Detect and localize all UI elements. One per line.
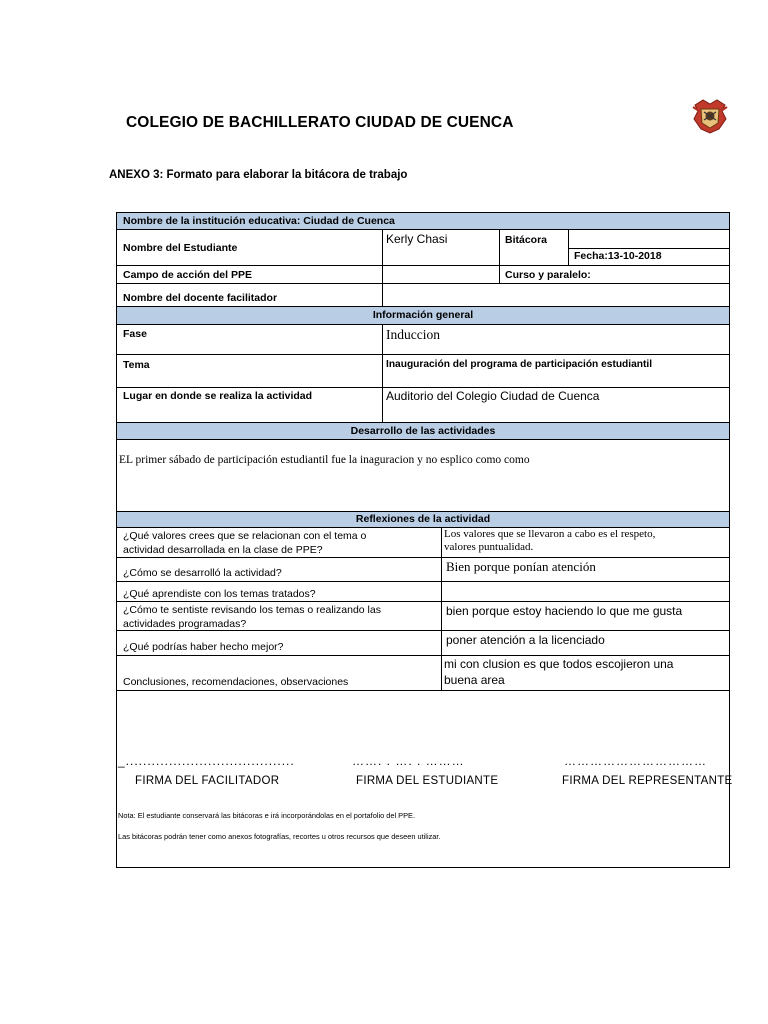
question-4-line-2: actividades programadas? [123, 618, 247, 630]
campo-value[interactable] [386, 268, 496, 282]
note-1: Nota: El estudiante conservará las bitácoras e irá incorporándolas en el portafolio del PPE. [118, 811, 416, 820]
fase-label: Fase [123, 328, 147, 340]
desarrollo-text[interactable]: EL primer sábado de participación estudiantil fue la inaguracion y no esplico como como [119, 454, 530, 466]
answer-1-line-1: Los valores que se llevaron a cabo es el respeto, [444, 528, 656, 540]
question-1 [117, 530, 366, 556]
bitacora-value[interactable] [572, 232, 728, 247]
question-4-line-1: ¿Cómo te sentiste revisando los temas o realizando las [123, 604, 381, 616]
answer-6[interactable] [444, 656, 673, 688]
firma-facilitador-label: FIRMA DEL FACILITADOR [135, 775, 280, 787]
institution-header: Nombre de la institución educativa: Ciudad de Cuenca [117, 213, 729, 229]
docente-value[interactable] [386, 287, 726, 303]
question-5: ¿Qué podrías haber hecho mejor? [123, 641, 284, 653]
tema-label: Tema [123, 359, 150, 371]
answer-6-line-2: buena area [444, 673, 505, 687]
bitacora-label: Bitácora [505, 234, 548, 246]
student-value[interactable]: Kerly Chasi [386, 232, 448, 246]
answer-1[interactable] [444, 528, 655, 554]
fase-value[interactable]: Induccion [386, 327, 440, 342]
lugar-value[interactable]: Auditorio del Colegio Ciudad de Cuenca [386, 389, 600, 403]
question-6: Conclusiones, recomendaciones, observaciones [123, 676, 349, 688]
reflexiones-header: Reflexiones de la actividad [117, 512, 729, 527]
note-2: Las bitácoras podrán tener como anexos fotografías, recortes u otros recursos que deseen utilizar. [118, 832, 441, 841]
estudiante-signature-line[interactable]: ……. . …. . ……… [352, 754, 465, 768]
answer-1-line-2: valores puntualidad. [444, 541, 534, 553]
question-1-line-2: actividad desarrollada en la clase de PPE? [123, 544, 323, 556]
school-title: COLEGIO DE BACHILLERATO CIUDAD DE CUENCA [126, 114, 514, 131]
question-3: ¿Qué aprendiste con los temas tratados? [123, 588, 316, 600]
campo-label: Campo de acción del PPE [123, 269, 252, 281]
info-general-header: Información general [117, 307, 729, 324]
answer-5[interactable]: poner atención a la licenciado [446, 633, 605, 647]
answer-3[interactable] [446, 584, 726, 599]
firma-estudiante-label: FIRMA DEL ESTUDIANTE [356, 775, 499, 787]
answer-4[interactable]: bien porque estoy haciendo lo que me gusta [446, 604, 683, 618]
fecha-value[interactable]: Fecha:13-10-2018 [574, 250, 662, 262]
lugar-label: Lugar en donde se realiza la actividad [123, 390, 313, 402]
facilitador-signature-line[interactable]: _....................................... [118, 754, 295, 768]
answer-6-line-1: mi con clusion es que todos escojieron una [444, 657, 674, 671]
student-label: Nombre del Estudiante [123, 242, 238, 254]
docente-label: Nombre del docente facilitador [123, 292, 278, 304]
curso-label[interactable]: Curso y paralelo: [505, 269, 591, 281]
school-crest-icon [691, 97, 729, 135]
firma-representante-label: FIRMA DEL REPRESENTANTE [562, 775, 733, 787]
answer-2[interactable]: Bien porque ponían atención [446, 559, 596, 574]
tema-value[interactable]: Inauguración del programa de participación estudiantil [386, 359, 653, 370]
representante-signature-line[interactable]: …………………………… [564, 754, 707, 768]
annex-title: ANEXO 3: Formato para elaborar la bitácora de trabajo [109, 169, 408, 181]
question-4 [117, 604, 381, 630]
question-2: ¿Cómo se desarrolló la actividad? [123, 567, 282, 579]
question-1-line-1: ¿Qué valores crees que se relacionan con el tema o [123, 530, 367, 542]
desarrollo-header: Desarrollo de las actividades [117, 423, 729, 439]
